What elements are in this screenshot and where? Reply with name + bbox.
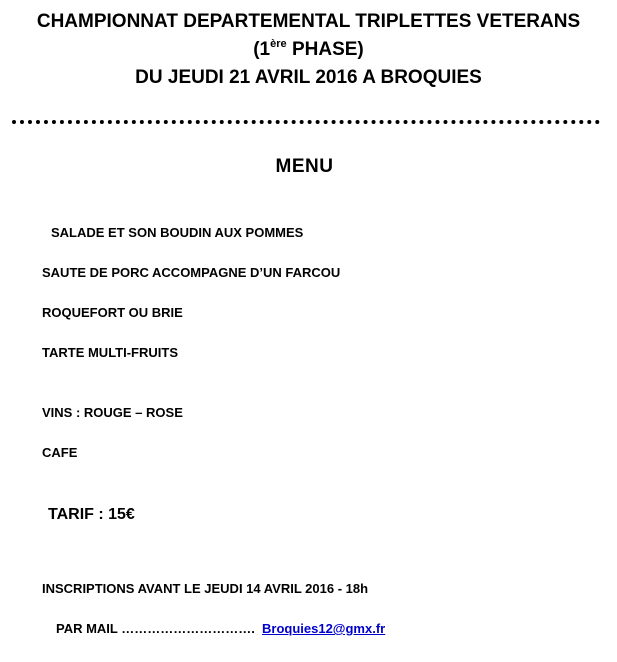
phase-subtitle: [0, 36, 617, 64]
phase-superscript: ère: [270, 38, 287, 50]
price-tarif: TARIF : 15€: [48, 506, 135, 523]
menu-item-pork: SAUTE DE PORC ACCOMPAGNE D’UN FARCOU: [42, 265, 341, 280]
menu-wines: VINS : ROUGE – ROSE: [42, 405, 183, 420]
document-header: [0, 8, 617, 92]
menu-item-tart: TARTE MULTI-FRUITS: [42, 345, 178, 360]
registration-deadline: INSCRIPTIONS AVANT LE JEUDI 14 AVRIL 2016 - 18h: [42, 581, 369, 596]
by-mail-label: PAR MAIL ………………………….: [56, 621, 255, 636]
menu-coffee: CAFE: [42, 445, 78, 460]
menu-item-cheese: ROQUEFORT OU BRIE: [42, 305, 183, 320]
event-date-line: DU JEUDI 21 AVRIL 2016 A BROQUIES: [135, 67, 482, 88]
menu-heading: MENU: [275, 156, 334, 177]
phase-open-text: (1: [253, 39, 271, 60]
dotted-divider: [12, 120, 600, 124]
championship-title: CHAMPIONNAT DEPARTEMENTAL TRIPLETTES VETERANS: [36, 11, 581, 32]
menu-item-salad: SALADE ET SON BOUDIN AUX POMMES: [51, 225, 304, 240]
email-link[interactable]: Broquies12@gmx.fr: [262, 621, 386, 636]
phase-rest-text: PHASE): [286, 39, 364, 60]
